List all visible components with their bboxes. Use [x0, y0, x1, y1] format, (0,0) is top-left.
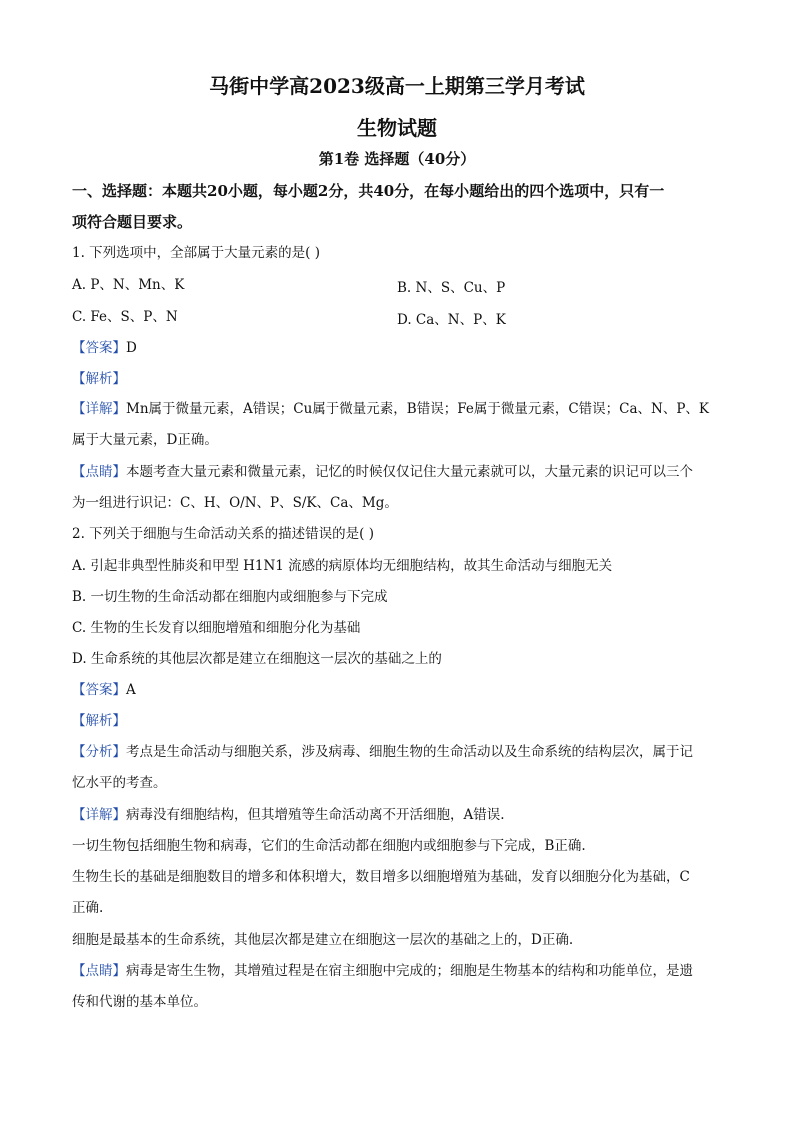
q2-fenxi-line-2: 忆水平的考查。	[72, 775, 167, 791]
q2-option-d: D. 生命系统的其他层次都是建立在细胞这一层次的基础之上的	[72, 651, 442, 667]
q1-comment-line-2: 为一组进行识记：C、H、O/N、P、S/K、Ca、Mg。	[72, 495, 398, 511]
q1-comment-text-1: 本题考查大量元素和微量元素，记忆的时候仅仅记住大量元素就可以，大量元素的识记可以三个	[126, 464, 693, 480]
q1-option-a: A. P、N、Mn、K	[72, 277, 185, 293]
q2-detail-line-1	[72, 806, 505, 824]
q1-detail-text-1: Mn属于微量元素，A错误；Cu属于微量元素，B错误；Fe属于微量元素，C错误；Ca、N、P、K	[126, 401, 710, 417]
q2-answer-tag: 【答案】	[72, 682, 126, 698]
q1-detail-line-1	[72, 400, 709, 418]
q2-option-b: B. 一切生物的生命活动都在细胞内或细胞参与下完成	[72, 589, 388, 605]
q1-stem: 1. 下列选项中，全部属于大量元素的是( )	[72, 245, 320, 261]
q2-detail-tag: 【详解】	[72, 807, 126, 823]
q2-option-a: A. 引起非典型性肺炎和甲型 H1N1 流感的病原体均无细胞结构，故其生命活动与细胞无关	[72, 558, 613, 574]
q2-fenxi-tag: 【分析】	[72, 744, 126, 760]
q2-analysis-tag: 【解析】	[72, 713, 126, 729]
q1-detail-line-2: 属于大量元素，D正确。	[72, 432, 218, 448]
q1-answer: D	[126, 340, 137, 356]
q2-detail-line-5: 细胞是最基本的生命系统，其他层次都是建立在细胞这一层次的基础之上的，D正确.	[72, 932, 574, 948]
section-instruction-line-2: 项符合题目要求。	[72, 213, 193, 231]
q1-option-d: D. Ca、N、P、K	[397, 312, 506, 328]
q2-fenxi-line-1	[72, 743, 693, 761]
q2-detail-line-4: 正确.	[72, 900, 104, 916]
exam-title: 马街中学高2023级高一上期第三学月考试	[209, 74, 585, 98]
q2-answer-row	[72, 681, 136, 699]
q2-detail-text-1: 病毒没有细胞结构，但其增殖等生命活动离不开活细胞，A错误.	[126, 807, 505, 823]
q2-comment-line-1	[72, 962, 693, 980]
q1-option-c: C. Fe、S、P、N	[72, 309, 178, 325]
q2-comment-tag: 【点睛】	[72, 963, 126, 979]
q2-fenxi-text-1: 考点是生命活动与细胞关系，涉及病毒、细胞生物的生命活动以及生命系统的结构层次，属于记	[126, 744, 693, 760]
q1-analysis-row	[72, 370, 126, 388]
q2-detail-line-2: 一切生物包括细胞生物和病毒，它们的生命活动都在细胞内或细胞参与下完成，B正确.	[72, 838, 586, 854]
q2-stem: 2. 下列关于细胞与生命活动关系的描述错误的是( )	[72, 526, 374, 542]
q2-answer: A	[126, 682, 136, 698]
q1-detail-tag: 【详解】	[72, 401, 126, 417]
q2-comment-line-2: 传和代谢的基本单位。	[72, 994, 207, 1010]
subject-title: 生物试题	[357, 116, 437, 140]
q2-analysis-row	[72, 712, 126, 730]
q1-option-b: B. N、S、Cu、P	[397, 280, 506, 296]
q2-comment-text-1: 病毒是寄生生物，其增殖过程是在宿主细胞中完成的；细胞是生物基本的结构和功能单位，是遗	[126, 963, 693, 979]
q1-answer-row	[72, 339, 137, 357]
q2-detail-line-3: 生物生长的基础是细胞数目的增多和体积增大，数目增多以细胞增殖为基础，发育以细胞分化为基础，C	[72, 869, 690, 885]
q2-option-c: C. 生物的生长发育以细胞增殖和细胞分化为基础	[72, 620, 361, 636]
q1-comment-tag: 【点睛】	[72, 464, 126, 480]
section-title: 第1卷 选择题（40分）	[318, 150, 476, 168]
q1-answer-tag: 【答案】	[72, 340, 126, 356]
section-instruction-line-1: 一、选择题：本题共20小题，每小题2分，共40分，在每小题给出的四个选项中，只有一	[72, 182, 665, 200]
q1-comment-line-1	[72, 463, 693, 481]
q1-analysis-tag: 【解析】	[72, 371, 126, 387]
